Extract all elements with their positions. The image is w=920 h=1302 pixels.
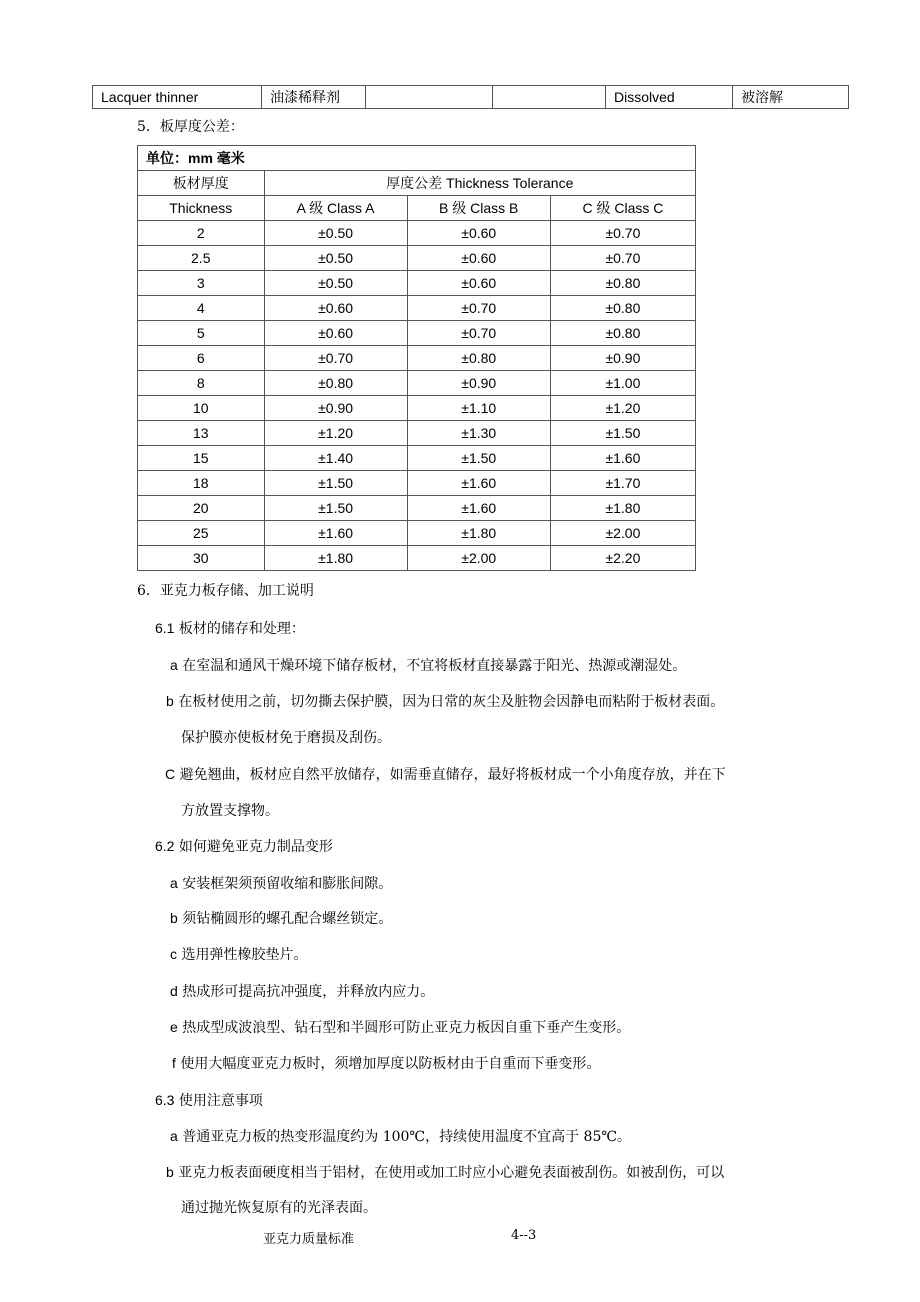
section-title: 使用注意事项 <box>178 1093 263 1109</box>
footer-title: 亚克力质量标准 <box>263 1232 355 1247</box>
thickness-cell: 2.5 <box>138 246 265 271</box>
class-a-cell: ±1.50 <box>264 471 407 496</box>
thickness-cell: 6 <box>138 346 265 371</box>
class-a-cell: ±1.20 <box>264 421 407 446</box>
list-item-continuation: 通过抛光恢复原有的光泽表面。 <box>181 1200 377 1216</box>
table-row <box>138 221 696 246</box>
class-c-cell: ±0.80 <box>550 321 695 346</box>
class-c-cell: ±1.00 <box>550 371 695 396</box>
table-row <box>138 546 696 571</box>
list-item <box>170 944 307 964</box>
class-b-cell: ±1.30 <box>407 421 550 446</box>
thickness-cell: 10 <box>138 396 265 421</box>
table-row <box>138 346 696 371</box>
thickness-cell: 15 <box>138 446 265 471</box>
class-c-cell: ±1.20 <box>550 396 695 421</box>
table-row <box>138 271 696 296</box>
class-c-cell: ±0.80 <box>550 271 695 296</box>
tolerance-rows <box>138 221 696 571</box>
section-6-3-heading <box>155 1090 263 1110</box>
class-a-cell: ±1.80 <box>264 546 407 571</box>
class-a-cell: ±0.80 <box>264 371 407 396</box>
thickness-cell: 13 <box>138 421 265 446</box>
item-marker: d <box>170 983 178 999</box>
item-text: 安装框架须预留收缩和膨胀间隙。 <box>182 876 393 892</box>
list-item <box>166 691 724 711</box>
class-b-cell: ±0.90 <box>407 371 550 396</box>
item-text: 避免翘曲，板材应自然平放储存，如需垂直储存，最好将板材成一个小角度存放，并在下 <box>179 767 726 783</box>
thickness-cell: 30 <box>138 546 265 571</box>
list-item-continuation: 保护膜亦使板材免于磨损及刮伤。 <box>181 730 391 746</box>
table-row <box>138 296 696 321</box>
item-marker: a <box>170 1128 178 1144</box>
class-b-cell: ±1.60 <box>407 471 550 496</box>
class-a-cell: ±1.50 <box>264 496 407 521</box>
class-c-cell: ±0.70 <box>550 221 695 246</box>
class-a-header: A 级 Class A <box>264 196 407 221</box>
class-c-cell: ±2.20 <box>550 546 695 571</box>
list-item <box>170 908 392 928</box>
item-marker: b <box>166 1164 174 1180</box>
thickness-cell: 20 <box>138 496 265 521</box>
class-b-cell: ±2.00 <box>407 546 550 571</box>
class-c-cell: ±1.50 <box>550 421 695 446</box>
class-c-cell: ±0.80 <box>550 296 695 321</box>
list-item <box>170 655 686 675</box>
table-cell: 被溶解 <box>733 86 849 109</box>
thickness-cell: 5 <box>138 321 265 346</box>
item-marker: b <box>170 910 178 926</box>
table-row <box>138 396 696 421</box>
class-b-cell: ±0.60 <box>407 246 550 271</box>
class-c-cell: ±1.70 <box>550 471 695 496</box>
list-item <box>170 1126 631 1146</box>
thickness-subheader: Thickness <box>138 196 265 221</box>
class-c-cell: ±1.80 <box>550 496 695 521</box>
item-text: 亚克力板表面硬度相当于铝材，在使用或加工时应小心避免表面被刮伤。如被刮伤，可以 <box>178 1165 725 1181</box>
thickness-cell: 8 <box>138 371 265 396</box>
class-b-cell: ±1.10 <box>407 396 550 421</box>
table-cell: Lacquer thinner <box>93 86 262 109</box>
table-row <box>138 421 696 446</box>
item-marker: b <box>166 693 174 709</box>
table-cell <box>366 86 493 109</box>
class-a-cell: ±0.50 <box>264 221 407 246</box>
table-row <box>93 86 849 109</box>
class-a-cell: ±0.50 <box>264 271 407 296</box>
item-marker: e <box>170 1019 178 1035</box>
list-item <box>166 1162 724 1182</box>
class-a-cell: ±0.50 <box>264 246 407 271</box>
list-item <box>165 764 726 784</box>
section-number: 6.2 <box>155 838 175 854</box>
item-text: 热成形可提高抗冲强度，并释放内应力。 <box>182 984 435 1000</box>
item-text: 在室温和通风干燥环境下储存板材，不宜将板材直接暴露于阳光、热源或潮湿处。 <box>182 658 687 674</box>
class-b-cell: ±1.80 <box>407 521 550 546</box>
section-6-1-heading <box>155 618 305 638</box>
section-6-2-heading <box>155 836 333 856</box>
class-a-cell: ±1.60 <box>264 521 407 546</box>
section-5-heading: 5．板厚度公差： <box>137 119 244 135</box>
class-a-cell: ±0.60 <box>264 321 407 346</box>
section-6-heading: 6．亚克力板存储、加工说明 <box>137 583 314 599</box>
item-text: 热成型成波浪型、钻石型和半圆形可防止亚克力板因自重下垂产生变形。 <box>182 1020 631 1036</box>
table-row <box>138 371 696 396</box>
class-c-header: C 级 Class C <box>550 196 695 221</box>
class-b-cell: ±0.60 <box>407 271 550 296</box>
item-text: 须钻椭圆形的螺孔配合螺丝锁定。 <box>182 911 393 927</box>
list-item <box>170 1017 630 1037</box>
thickness-cell: 25 <box>138 521 265 546</box>
solvent-resistance-table-row <box>92 85 849 109</box>
table-row <box>138 321 696 346</box>
header-row <box>138 171 696 196</box>
class-b-cell: ±0.80 <box>407 346 550 371</box>
table-row <box>138 496 696 521</box>
table-row <box>138 446 696 471</box>
tolerance-header: 厚度公差 Thickness Tolerance <box>264 171 696 196</box>
class-a-cell: ±0.90 <box>264 396 407 421</box>
class-c-cell: ±2.00 <box>550 521 695 546</box>
class-a-cell: ±0.70 <box>264 346 407 371</box>
table-row <box>138 471 696 496</box>
class-a-cell: ±1.40 <box>264 446 407 471</box>
item-text: 普通亚克力板的热变形温度约为 100℃，持续使用温度不宜高于 85℃。 <box>182 1129 632 1145</box>
unit-row <box>138 146 696 171</box>
table-cell: Dissolved <box>606 86 733 109</box>
list-item <box>172 1053 600 1073</box>
thickness-cell: 4 <box>138 296 265 321</box>
thickness-cell: 18 <box>138 471 265 496</box>
thickness-cell: 2 <box>138 221 265 246</box>
item-marker: C <box>165 766 176 782</box>
thickness-cell: 3 <box>138 271 265 296</box>
section-number: 6.1 <box>155 620 175 636</box>
list-item-continuation: 方放置支撑物。 <box>181 803 279 819</box>
class-b-header: B 级 Class B <box>407 196 550 221</box>
class-b-cell: ±0.70 <box>407 296 550 321</box>
item-marker: f <box>172 1055 176 1071</box>
page-number: 4--3 <box>511 1228 537 1243</box>
item-text: 在板材使用之前，切勿撕去保护膜，因为日常的灰尘及脏物会因静电而粘附于板材表面。 <box>178 694 725 710</box>
section-title: 如何避免亚克力制品变形 <box>178 839 333 855</box>
item-marker: a <box>170 657 178 673</box>
class-b-cell: ±0.60 <box>407 221 550 246</box>
class-c-cell: ±0.90 <box>550 346 695 371</box>
class-a-cell: ±0.60 <box>264 296 407 321</box>
subheader-row <box>138 196 696 221</box>
unit-label: 单位：mm 毫米 <box>138 146 696 171</box>
table-cell <box>493 86 606 109</box>
table-row <box>138 521 696 546</box>
class-c-cell: ±0.70 <box>550 246 695 271</box>
section-number: 6.3 <box>155 1092 175 1108</box>
item-marker: a <box>170 875 178 891</box>
section-title: 板材的储存和处理： <box>178 621 305 637</box>
class-b-cell: ±0.70 <box>407 321 550 346</box>
class-c-cell: ±1.60 <box>550 446 695 471</box>
thickness-tolerance-table <box>137 145 696 571</box>
class-b-cell: ±1.60 <box>407 496 550 521</box>
item-text: 使用大幅度亚克力板时，须增加厚度以防板材由于自重而下垂变形。 <box>180 1056 601 1072</box>
list-item <box>170 981 434 1001</box>
table-row <box>138 246 696 271</box>
thickness-header: 板材厚度 <box>138 171 265 196</box>
item-marker: c <box>170 946 177 962</box>
table-cell: 油漆稀释剂 <box>262 86 366 109</box>
class-b-cell: ±1.50 <box>407 446 550 471</box>
item-text: 选用弹性橡胶垫片。 <box>181 947 308 963</box>
list-item <box>170 873 392 893</box>
